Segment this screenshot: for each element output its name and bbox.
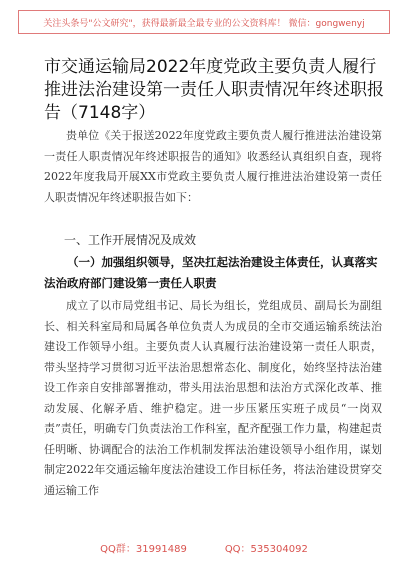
promo-banner: 关注头条号"公文研究"，获得最新最全最专业的公文资料库！ 微信：gongwenyj	[18, 10, 390, 34]
qq-number: QQ：535304092	[224, 544, 308, 555]
intro-paragraph: 贵单位《关于报送2022年度党政主要负责人履行推进法治建设第一责任人职责情况年终述职报告的通知》收悉经认真组织自查，现将2022年度我局开展XX市党政主要负责人履行推进法治建设第一责任人职责情况年终述职报告如下：	[44, 129, 382, 204]
body-paragraph: 成立了以市局党组书记、局长为组长，党组成员、副局长为副组长、相关科室局和局属各单位负责人为成员的全市交通运输系统法治建设工作领导小组。主要负责人认真履行法治建设第一责任人职责，带头坚持学习贯彻习近平法治思想常态化、制度化，始终坚持法治建设工作亲自安排部署推动，带头用法治思想和法治方式深化改革、推动发展、化解矛盾、维护稳定。进一步压紧压实班子成员“一岗双责”责任，明确专门负责法治工作科室，配齐配强工作力量，构建起责任明晰、协调配合的法治工作机制发挥法治建设领导小组作用，谋划制定2022年交通运输年度法治建设工作目标任务，将法治建设贯穿交通运输工作	[44, 299, 382, 497]
subsection-heading: （一）加强组织领导，坚决扛起法治建设主体责任，认真落实法治政府部门建设第一责任人职责	[44, 255, 378, 290]
section-heading: 一、工作开展情况及成效	[64, 233, 197, 247]
qq-group-number: QQ群：31991489	[100, 544, 187, 555]
contact-footer	[0, 540, 408, 560]
document-title: 市交通运输局2022年度党政主要负责人履行推进法治建设第一责任人职责情况年终述职报告（7148字）	[44, 57, 384, 123]
